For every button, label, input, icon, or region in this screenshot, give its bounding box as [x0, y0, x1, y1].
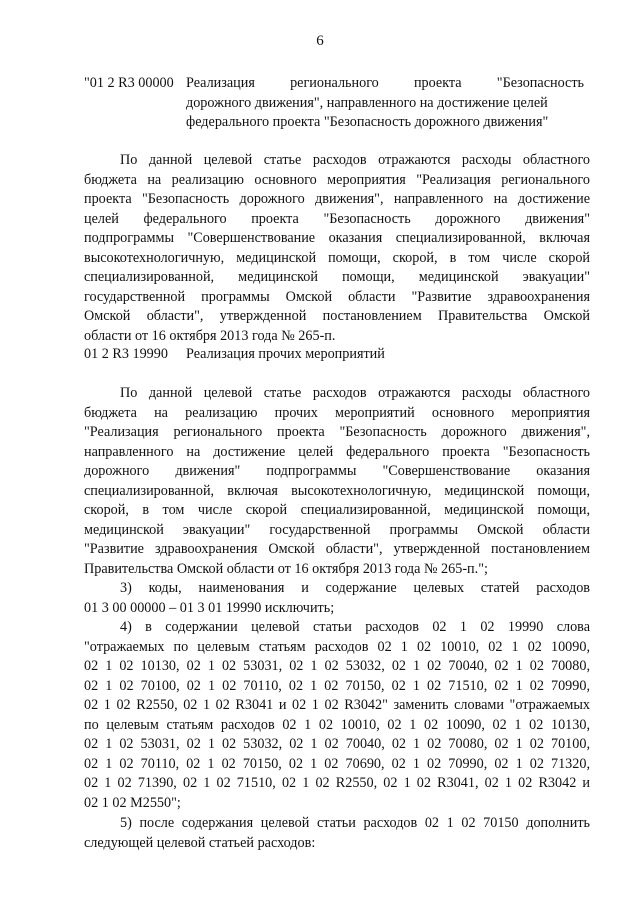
paragraph-line: Омской области", утвержденной постановлением Правительства Омской [84, 308, 590, 324]
paragraph-2 [84, 384, 590, 579]
item-3 [84, 579, 590, 618]
item-5 [84, 814, 590, 853]
paragraph-line: 02 1 02 R2550, 02 1 02 R3041 и 02 1 02 R3042" заменить словами "отражаемых [84, 697, 590, 713]
paragraph-line: "отражаемых по целевым статьям расходов 02 1 02 10010, 02 1 02 10090, [84, 638, 590, 655]
paragraph-line: скорой, в том числе скорой специализированной, медицинской помощи, [84, 502, 590, 518]
paragraph-line: "Реализация регионального проекта "Безопасность дорожного движения", [84, 424, 590, 440]
paragraph-line: По данной целевой статье расходов отражаются расходы областного [120, 152, 590, 168]
section-2-title-text: Реализация прочих мероприятий [186, 346, 385, 362]
section-2-code: 01 2 R3 19990 [84, 346, 168, 362]
section-1-title-line: дорожного движения", направленного на достижение целей [186, 94, 548, 111]
paragraph-line: специализированной, включая высокотехнологичную, медицинской помощи, [84, 482, 590, 499]
paragraph-line: 5) после содержания целевой статьи расходов 02 1 02 70150 дополнить [120, 815, 590, 831]
section-1-title-line: Реализация регионального проекта "Безопасность [186, 75, 584, 91]
paragraph-1 [84, 151, 590, 346]
paragraph-line: бюджета на реализацию прочих мероприятий основного мероприятия [84, 404, 590, 421]
paragraph-line: 02 1 02 71390, 02 1 02 71510, 02 1 02 R2550, 02 1 02 R3041, 02 1 02 R3042 и [84, 775, 590, 791]
section-2-title [186, 345, 584, 365]
paragraph-line: бюджета на реализацию основного мероприятия "Реализация регионального [84, 171, 590, 188]
paragraph-line: 4) в содержании целевой статьи расходов 02 1 02 19990 слова [120, 619, 590, 635]
paragraph-line: следующей целевой статьей расходов: [84, 834, 316, 851]
paragraph-line: 02 1 02 10130, 02 1 02 53031, 02 1 02 53032, 02 1 02 70040, 02 1 02 70080, [84, 658, 590, 674]
paragraph-line: направленного на достижение целей федерального проекта "Безопасность [84, 443, 590, 460]
paragraph-line: дорожного движения" подпрограммы "Совершенствование оказания [84, 463, 590, 479]
paragraph-line: государственной программы Омской области "Развитие здравоохранения [84, 288, 590, 305]
paragraph-line: специализированной, медицинской помощи, медицинской эвакуации" [84, 269, 590, 285]
paragraph-line: целей федерального проекта "Безопасность дорожного движения" [84, 210, 590, 227]
paragraph-line: 02 1 02 70100, 02 1 02 70110, 02 1 02 70150, 02 1 02 71510, 02 1 02 70990, [84, 677, 590, 694]
paragraph-line: 02 1 02 70110, 02 1 02 70150, 02 1 02 70690, 02 1 02 70990, 02 1 02 71320, [84, 755, 590, 772]
section-1-title-line: федерального проекта "Безопасность дорожного движения" [186, 114, 549, 130]
paragraph-line: По данной целевой статье расходов отражаются расходы областного [120, 385, 590, 401]
paragraph-line: проекта "Безопасность дорожного движения", направленного на достижение [84, 191, 590, 207]
item-4 [84, 618, 590, 813]
paragraph-line: 01 3 00 00000 – 01 3 01 19990 исключить; [84, 599, 335, 616]
section-1-title [186, 74, 584, 133]
paragraph-line: области от 16 октября 2013 года № 265-п. [84, 327, 336, 344]
paragraph-line: "Развитие здравоохранения Омской области", утвержденной постановлением [84, 541, 590, 557]
paragraph-line: 02 1 02 53031, 02 1 02 53032, 02 1 02 70040, 02 1 02 70080, 02 1 02 70100, [84, 736, 590, 752]
paragraph-line: 3) коды, наименования и содержание целевых статей расходов [120, 580, 590, 596]
page-number: 6 [316, 33, 324, 49]
paragraph-line: по целевым статьям расходов 02 1 02 10010, 02 1 02 10090, 02 1 02 10130, [84, 716, 590, 733]
paragraph-line: подпрограммы "Совершенствование оказания специализированной, включая [84, 230, 590, 246]
section-1-code: "01 2 R3 00000 [84, 75, 174, 91]
paragraph-line: высокотехнологичную, медицинской помощи, скорой, в том числе скорой [84, 249, 590, 266]
paragraph-line: медицинской эвакуации" государственной программы Омской области [84, 521, 590, 538]
paragraph-line: Правительства Омской области от 16 октября 2013 года № 265-п."; [84, 560, 488, 577]
paragraph-line: 02 1 02 M2550"; [84, 794, 181, 811]
